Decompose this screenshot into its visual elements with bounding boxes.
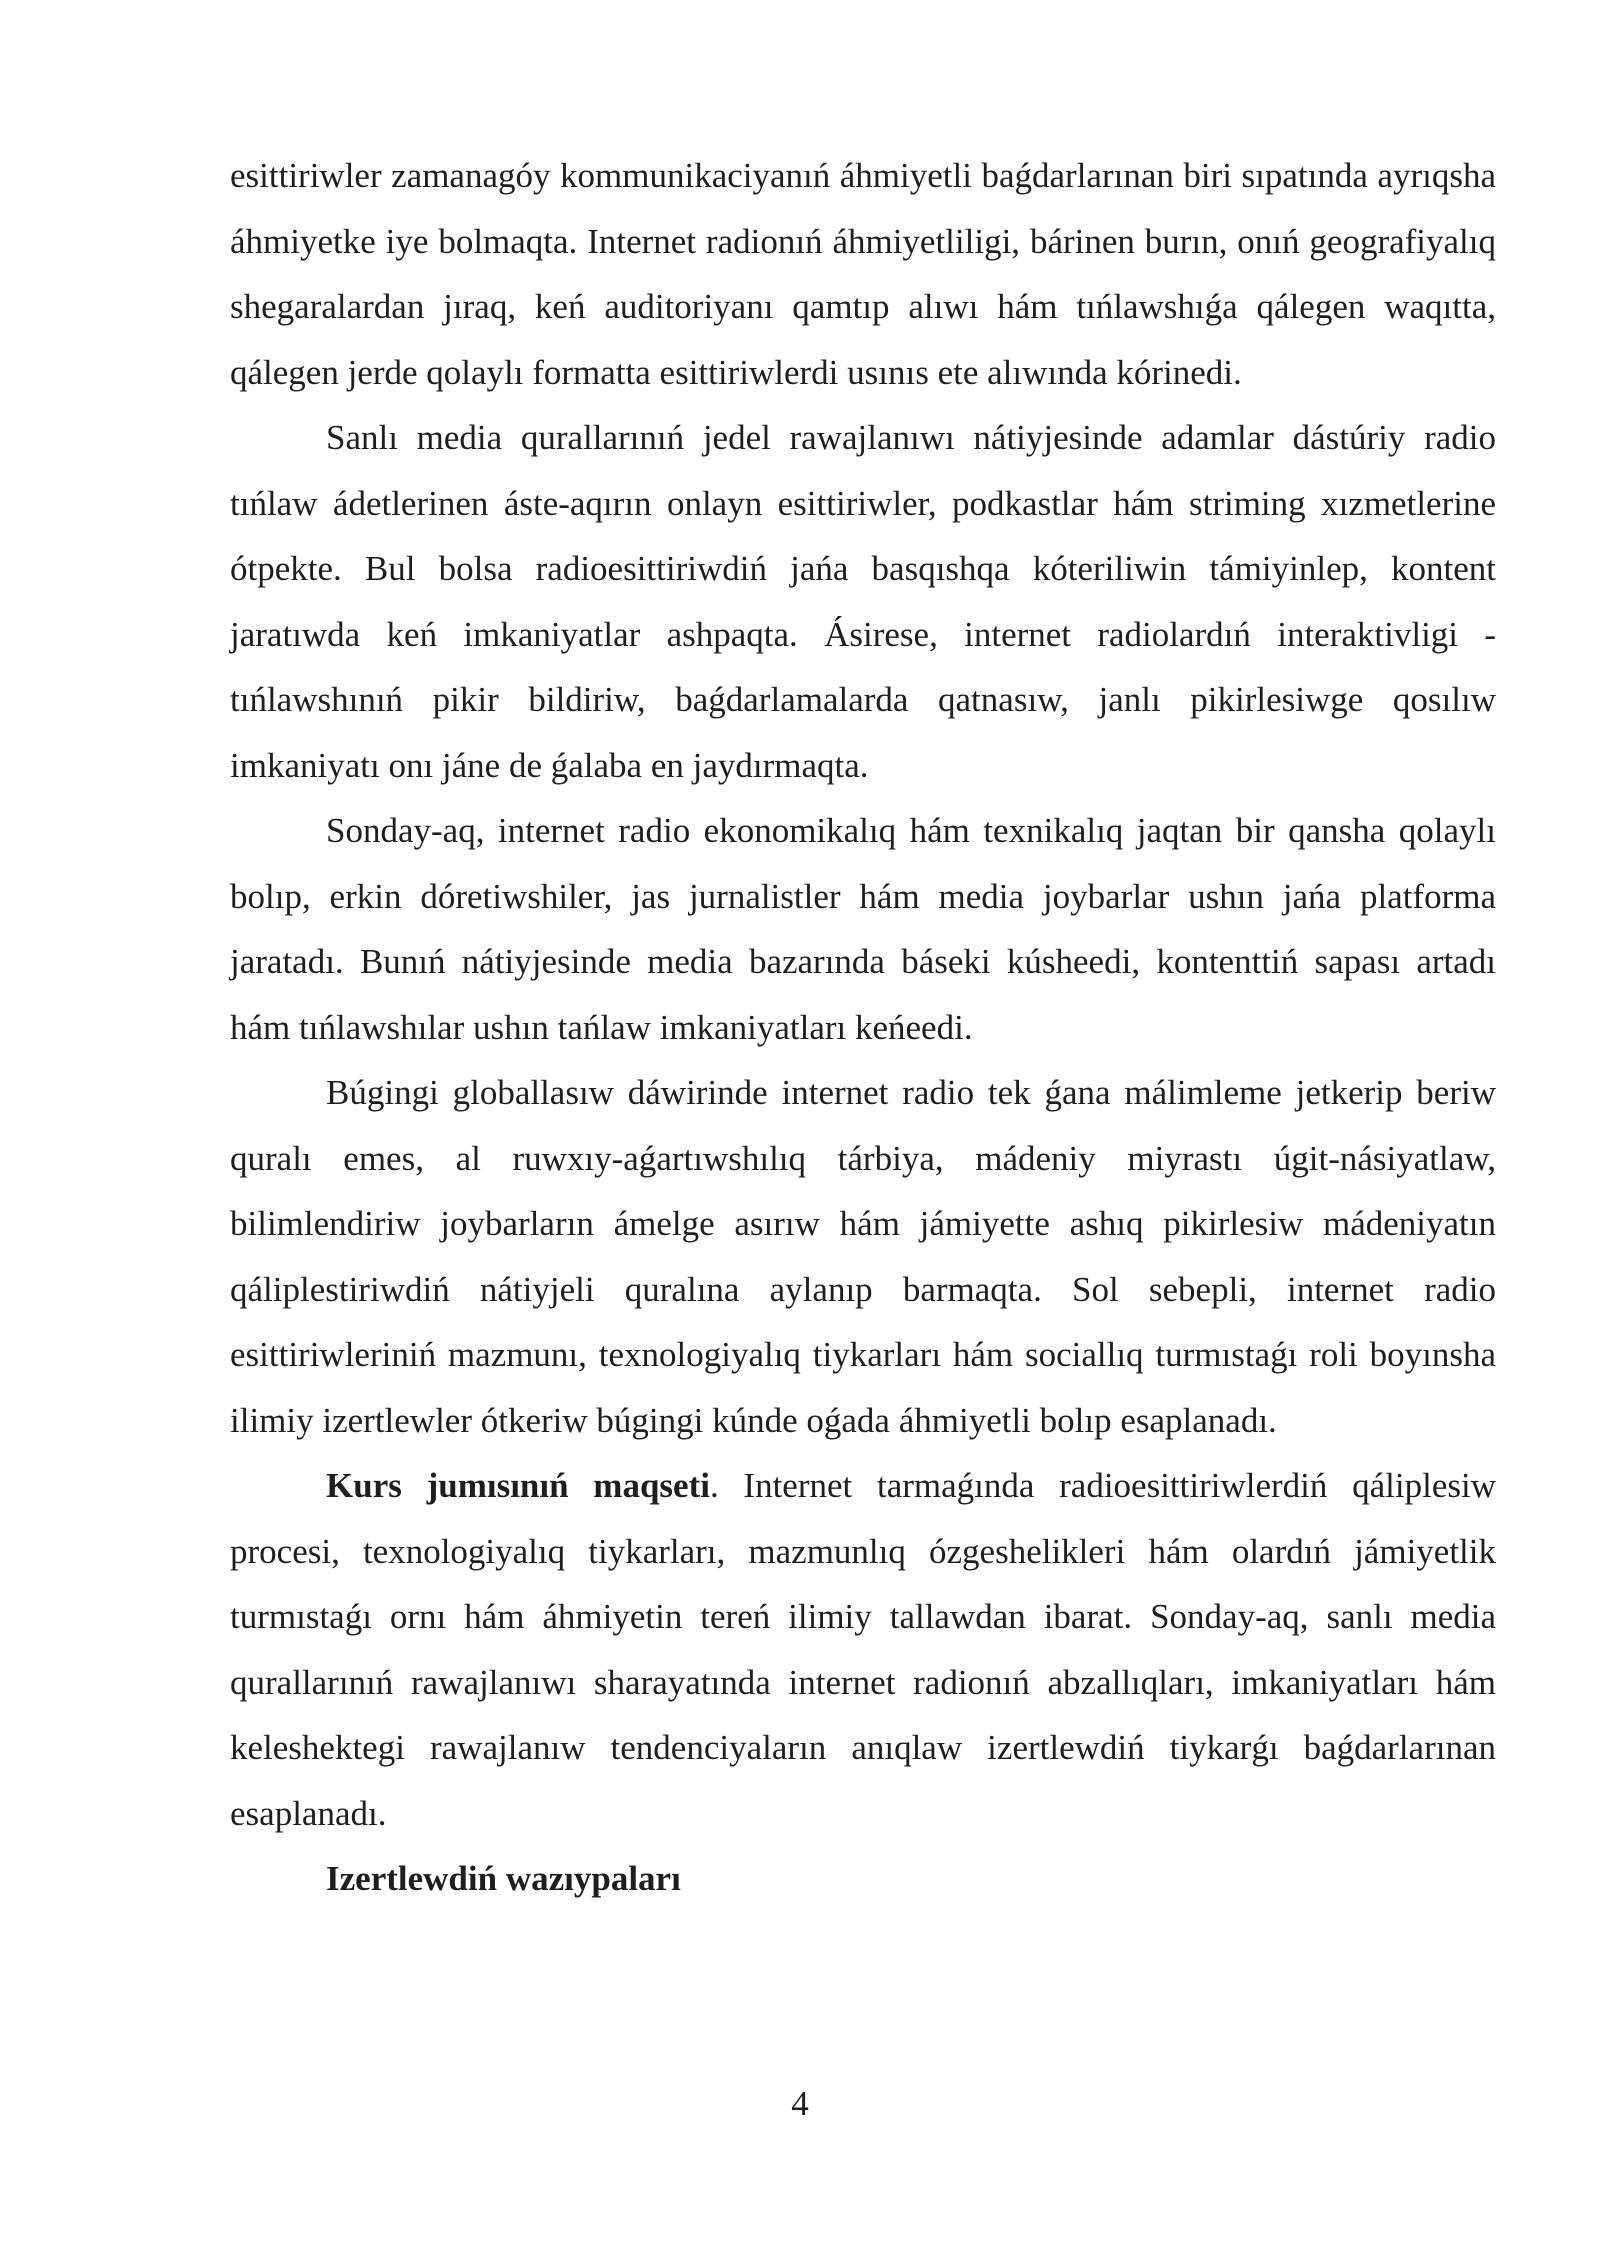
course-goal-text: . Internet tarmaǵında radioesittiriwlerdiń qáliplesiw procesi, texnologiyalıq tiykarları, mazmunlıq ózgeshelikleri hám olardıń jámiyetlik turmıstaǵı ornı hám áhmiyetin tereń ilimiy tallawdan ibarat. Sonday-aq, sanlı media qurallarınıń rawajlanıwı sharayatında internet radionıń abzallıqları, imkaniyatları hám keleshektegi rawajlanıw tendenciyaların anıqlaw izertlewdiń tiykarǵı baǵdarlarınan esaplanadı. [230, 1466, 1496, 1833]
paragraph-economic-technical: Sonday-aq, internet radio ekonomikalıq hám texnikalıq jaqtan bir qansha qolaylı bolıp, erkin dóretiwshiler, jas jurnalistler hám media joybarlar ushın jańa platforma jaratadı. Bunıń nátiyjesinde media bazarında báseki kúsheedi, kontenttiń sapası artadı hám tıńlawshılar ushın tańlaw imkaniyatları keńeedi. [230, 811, 1496, 1047]
section-heading-tasks: Izertlewdiń wazıypaları [326, 1859, 681, 1898]
paragraph-course-goal [230, 1453, 1496, 1846]
course-goal-label: Kurs jumısınıń maqseti [326, 1466, 710, 1505]
paragraph-globalization: Búgingi globallasıw dáwirinde internet radio tek ǵana málimleme jetkerip beriw quralı emes, al ruwxıy-aǵartıwshılıq tárbiya, mádeniy miyrastı úgit-násiyatlaw, bilimlendiriw joybarların ámelge asırıw hám jámiyette ashıq pikirlesiw mádeniyatın qáliplestiriwdiń nátiyjeli quralına aylanıp barmaqta. Sol sebepli, internet radio esittiriwleriniń mazmunı, texnologiyalıq tiykarları hám sociallıq turmıstaǵı roli boyınsha ilimiy izertlewler ótkeriw búgingi kúnde oǵada áhmiyetli bolıp esaplanadı. [230, 1073, 1496, 1440]
document-body [230, 143, 1496, 1912]
paragraph-digital-media: Sanlı media qurallarınıń jedel rawajlanıwı nátiyjesinde adamlar dástúriy radio tıńlaw ádetlerinen áste-aqırın onlayn esittiriwler, podkastlar hám striming xızmetlerine ótpekte. Bul bolsa radioesittiriwdiń jańa basqıshqa kóteriliwin támiyinlep, kontent jaratıwda keń imkaniyatlar ashpaqta. Ásirese, internet radiolardıń interaktivligi - tıńlawshınıń pikir bildiriw, baǵdarlamalarda qatnasıw, janlı pikirlesiwge qosılıw imkaniyatı onı jáne de ǵalaba en jaydırmaqta. [230, 418, 1496, 785]
page-number: 4 [791, 2084, 809, 2123]
paragraph-continuation: esittiriwler zamanagóy kommunikaciyanıń áhmiyetli baǵdarlarınan biri sıpatında ayrıqsha áhmiyetke iye bolmaqta. Internet radionıń áhmiyetliligi, bárinen burın, onıń geografiyalıq shegaralardan jıraq, keń auditoriyanı qamtıp alıwı hám tıńlawshıǵa qálegen waqıtta, qálegen jerde qolaylı formatta esittiriwlerdi usınıs ete alıwında kórinedi. [230, 156, 1496, 392]
